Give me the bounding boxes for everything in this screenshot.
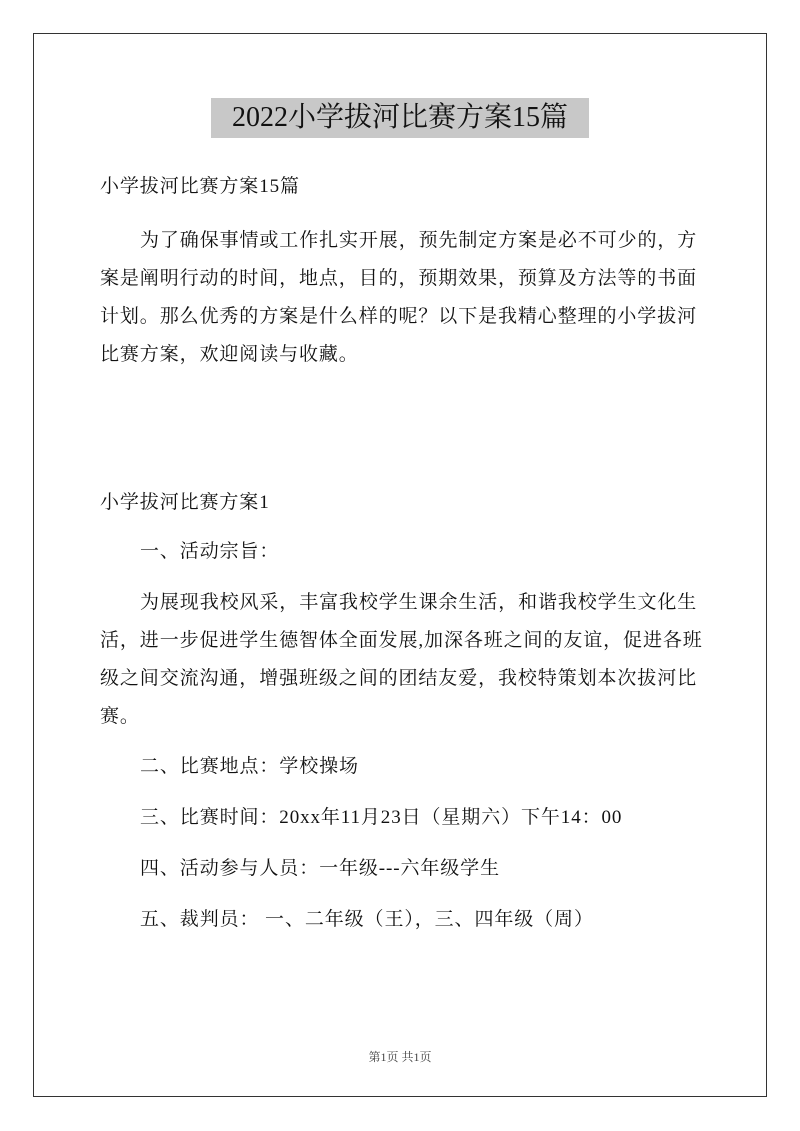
intro-line: 比赛方案，欢迎阅读与收藏。 xyxy=(100,344,359,365)
purpose-line: 为展现我校风采，丰富我校学生课余生活，和谐我校学生文化生 xyxy=(140,592,698,613)
purpose-line: 活，进一步促进学生德智体全面发展,加深各班之间的友谊，促进各班 xyxy=(100,630,703,651)
intro-line: 计划。那么优秀的方案是什么样的呢？以下是我精心整理的小学拔河 xyxy=(100,306,698,327)
item-participants: 四、活动参与人员：一年级---六年级学生 xyxy=(140,858,500,879)
purpose-line: 赛。 xyxy=(100,706,140,727)
purpose-line: 级之间交流沟通，增强班级之间的团结友爱，我校特策划本次拔河比 xyxy=(100,668,698,689)
intro-line: 案是阐明行动的时间，地点，目的，预期效果，预算及方法等的书面 xyxy=(100,268,698,289)
page-footer: 第1页 共1页 xyxy=(368,1050,432,1064)
item-referees: 五、裁判员： 一、二年级（王），三、四年级（周） xyxy=(140,909,594,930)
subtitle: 小学拔河比赛方案15篇 xyxy=(100,176,300,197)
item-location: 二、比赛地点：学校操场 xyxy=(140,756,359,777)
section-heading: 小学拔河比赛方案1 xyxy=(100,492,270,513)
purpose-heading: 一、活动宗旨： xyxy=(140,541,280,562)
document-title: 2022小学拔河比赛方案15篇 xyxy=(211,98,589,138)
intro-line: 为了确保事情或工作扎实开展，预先制定方案是必不可少的，方 xyxy=(140,230,698,251)
item-time: 三、比赛时间：20xx年11月23日（星期六）下午14：00 xyxy=(140,807,623,828)
